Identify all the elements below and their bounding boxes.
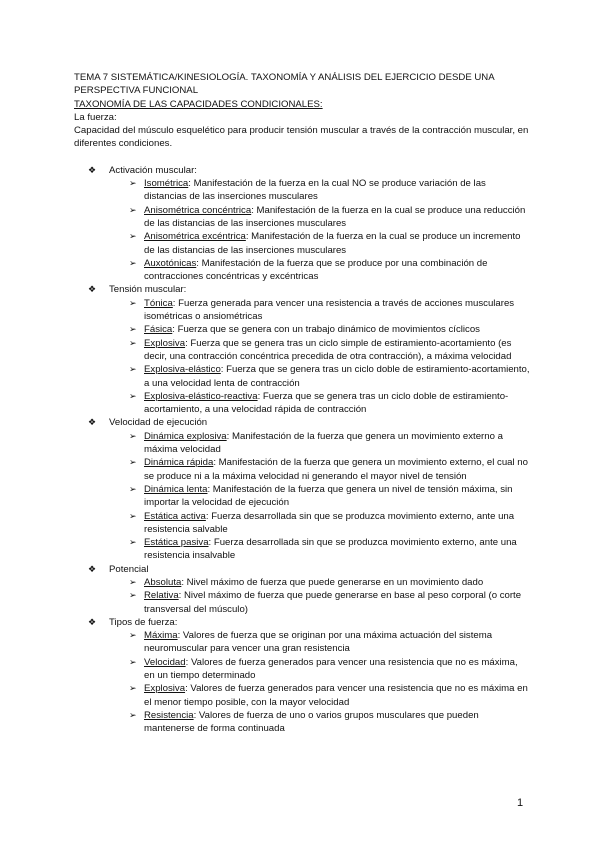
subitem-term: Velocidad: [144, 656, 186, 668]
group-label: Velocidad de ejecución: [109, 417, 208, 429]
subitem: [109, 430, 530, 457]
subitem-description: : Manifestación de la fuerza que genera un movimiento externo, el cual no se produce ni a la máxima velocidad ni generando el mayor nivel de tensión: [144, 457, 528, 482]
subitem-description: : Fuerza desarrollada sin que se produzca movimiento externo, ante una resistencia salvable: [144, 510, 515, 535]
subitem-description: : Manifestación de la fuerza en la cual se produce un incremento de las distancias de las inserciones musculares: [144, 231, 521, 256]
arrow-bullet-icon: ➢: [129, 576, 137, 587]
diamond-bullet-icon: ❖: [88, 284, 97, 295]
subitem: [109, 204, 530, 231]
arrow-bullet-icon: ➢: [129, 204, 137, 215]
subitem-description: : Valores de fuerza generados para vencer una resistencia que no es máxima, en un tiempo determinado: [144, 656, 518, 682]
arrow-bullet-icon: ➢: [129, 457, 137, 468]
arrow-bullet-icon: ➢: [129, 324, 137, 335]
subitem-term: Auxotónicas: [144, 257, 197, 269]
subitem-description: : Fuerza desarrollada sin que se produzca movimiento externo, ante una resistencia insalvable: [144, 537, 517, 562]
subitem-description: : Manifestación de la fuerza en la cual NO se produce variación de las distancias de las inserciones musculares: [144, 178, 486, 203]
subitem-term: Explosiva: [144, 337, 186, 349]
document-content: [74, 71, 530, 736]
diamond-bullet-icon: ❖: [88, 417, 97, 428]
subitem-description: : Manifestación de la fuerza que genera un nivel de tensión máxima, sin importar la velocidad de ejecución: [144, 483, 513, 509]
subitem-term: Máxima: [144, 630, 178, 642]
arrow-bullet-icon: ➢: [129, 656, 137, 667]
subitem: [109, 323, 530, 336]
subitem-term: Explosiva-elástico-reactiva: [144, 390, 258, 402]
subitem: [109, 656, 530, 683]
subitem-description: : Valores de fuerza generados para vencer una resistencia que no es máxima en el menor tiempo posible, con la mayor velocidad: [144, 683, 528, 708]
group-item: [74, 283, 530, 416]
subitem-description: : Manifestación de la fuerza en la cual se produce una reducción de las distancias de las inserciones musculares: [144, 204, 526, 229]
document-title: TEMA 7 SISTEMÁTICA/KINESIOLOGÍA. TAXONOMÍA Y ANÁLISIS DEL EJERCICIO DESDE UNA PERSPECTIVA FUNCIONAL: [74, 72, 495, 97]
subitem: [109, 456, 530, 483]
subitem-description: : Fuerza generada para vencer una resistencia a través de acciones musculares isométricas o ansiométricas: [144, 297, 515, 323]
subitem-term: Dinámica explosiva: [144, 430, 227, 442]
subitem-description: : Nivel máximo de fuerza que puede generarse en base al peso corporal (o corte transversal del músculo): [144, 590, 522, 615]
subitem-description: : Manifestación de la fuerza que genera un movimiento externo a máxima velocidad: [144, 430, 503, 456]
subitem-term: Estática pasiva: [144, 537, 209, 549]
arrow-bullet-icon: ➢: [129, 178, 137, 189]
subitem-description: : Valores de fuerza de uno o varios grupos musculares que pueden mantenerse de forma continuada: [144, 709, 479, 735]
subitem-term: Explosiva: [144, 683, 186, 695]
subitem: [109, 297, 530, 324]
arrow-bullet-icon: ➢: [129, 231, 137, 242]
subitem-term: Estática activa: [144, 510, 206, 522]
subitem-term: Dinámica rápida: [144, 457, 214, 469]
subitem-description: : Fuerza que se genera con un trabajo dinámico de movimientos cíclicos: [172, 324, 480, 336]
arrow-bullet-icon: ➢: [129, 709, 137, 720]
subitem: [109, 589, 530, 616]
subitem-term: Tónica: [144, 297, 173, 309]
subitem-term: Fásica: [144, 324, 173, 336]
arrow-bullet-icon: ➢: [129, 257, 137, 268]
subitem: [109, 390, 530, 417]
section-title: TAXONOMÍA DE LAS CAPACIDADES CONDICIONALES:: [74, 98, 323, 110]
subitem: [109, 363, 530, 390]
arrow-bullet-icon: ➢: [129, 364, 137, 375]
group-label: Tensión muscular:: [109, 284, 187, 296]
group-item: [74, 416, 530, 562]
arrow-bullet-icon: ➢: [129, 630, 137, 641]
group-list: [74, 164, 530, 736]
diamond-bullet-icon: ❖: [88, 563, 97, 574]
subitem: [109, 682, 530, 709]
subitem: [109, 536, 530, 563]
subitem-term: Anisométrica concéntrica: [144, 204, 252, 216]
subitem-term: Anisométrica excéntrica: [144, 231, 246, 243]
subitem-term: Explosiva-elástico: [144, 364, 221, 376]
subitem: [109, 257, 530, 284]
subsection-title: La fuerza:: [74, 111, 117, 123]
arrow-bullet-icon: ➢: [129, 297, 137, 308]
subitem-list: [109, 629, 530, 735]
group-label: Tipos de fuerza:: [109, 616, 178, 628]
subitem: [109, 230, 530, 257]
subitem: [109, 337, 530, 364]
diamond-bullet-icon: ❖: [88, 616, 97, 627]
intro-paragraph: Capacidad del músculo esquelético para producir tensión muscular a través de la contracción muscular, en diferentes condiciones.: [74, 125, 529, 150]
subitem-list: [109, 430, 530, 563]
page-number: 1: [517, 797, 524, 809]
subitem: [109, 483, 530, 510]
subitem-description: : Fuerza que se genera tras un ciclo doble de estiramiento-acortamiento, a una velocidad rápida de contracción: [144, 390, 509, 416]
group-label: Activación muscular:: [109, 164, 197, 176]
subitem-term: Dinámica lenta: [144, 483, 208, 495]
subitem-term: Isométrica: [144, 178, 189, 190]
subitem-term: Absoluta: [144, 576, 182, 588]
subitem-description: : Nivel máximo de fuerza que puede generarse en un movimiento dado: [181, 576, 484, 588]
subitem-description: : Fuerza que se genera tras un ciclo doble de estiramiento-acortamiento, a una velocidad lenta de contracción: [144, 364, 530, 389]
subitem-list: [109, 177, 530, 283]
diamond-bullet-icon: ❖: [88, 164, 97, 175]
arrow-bullet-icon: ➢: [129, 590, 137, 601]
subitem: [109, 709, 530, 736]
subitem-list: [109, 297, 530, 417]
arrow-bullet-icon: ➢: [129, 430, 137, 441]
subitem-description: : Fuerza que se genera tras un ciclo simple de estiramiento-acortamiento (es decir, una contracción concéntrica precedida de otra contracción), a máxima velocidad: [144, 337, 512, 362]
arrow-bullet-icon: ➢: [129, 390, 137, 401]
subitem-description: : Manifestación de la fuerza que se produce por una combinación de contracciones concéntricas y excéntricas: [144, 257, 488, 283]
group-label: Potencial: [109, 563, 149, 575]
subitem-term: Relativa: [144, 590, 179, 602]
subitem: [109, 177, 530, 204]
group-item: [74, 616, 530, 736]
arrow-bullet-icon: ➢: [129, 683, 137, 694]
subitem-list: [109, 576, 530, 616]
group-item: [74, 563, 530, 616]
subitem: [109, 629, 530, 656]
arrow-bullet-icon: ➢: [129, 337, 137, 348]
subitem: [109, 576, 530, 589]
group-item: [74, 164, 530, 284]
arrow-bullet-icon: ➢: [129, 510, 137, 521]
subitem: [109, 510, 530, 537]
subitem-term: Resistencia: [144, 709, 194, 721]
subitem-description: : Valores de fuerza que se originan por una máxima actuación del sistema neuromuscular para vencer una gran resistencia: [144, 630, 493, 655]
arrow-bullet-icon: ➢: [129, 483, 137, 494]
arrow-bullet-icon: ➢: [129, 537, 137, 548]
